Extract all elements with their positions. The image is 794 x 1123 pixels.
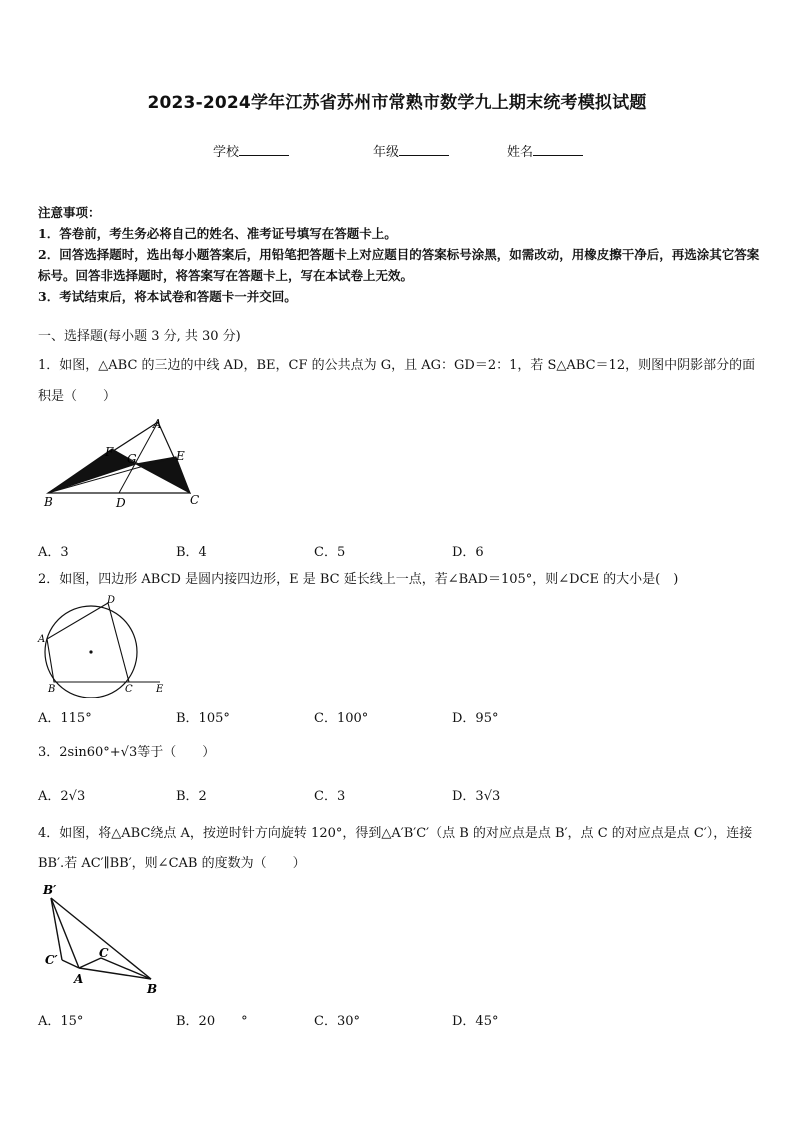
note-item: 3．考试结束后，将本试卷和答题卡一并交回。 — [38, 289, 297, 304]
fig4-label-A: A — [74, 972, 84, 986]
notes-block — [38, 202, 760, 307]
page-title: 2023-2024学年江苏省苏州市常熟市数学九上期末统考模拟试题 — [147, 93, 647, 113]
q2-option-a: A．115° — [38, 711, 92, 726]
question-4-figure — [38, 880, 168, 998]
q1-option-a: A．3 — [38, 545, 69, 560]
grade-blank — [399, 143, 449, 156]
notes-heading: 注意事项： — [38, 205, 101, 220]
q3-option-a: A．2√3 — [38, 789, 86, 804]
fig1-label-B: B — [44, 495, 53, 509]
q3-option-d: D．3√3 — [452, 789, 501, 804]
q4-option-d: D．45° — [452, 1014, 499, 1029]
grade-field — [373, 141, 449, 160]
q2-option-d: D．95° — [452, 711, 499, 726]
q4-option-b: B．20 ° — [176, 1014, 248, 1029]
q4-option-c: C．30° — [314, 1014, 360, 1029]
note-item: 2．回答选择题时，选出每小题答案后，用铅笔把答题卡上对应题目的答案标号涂黑，如需改动，用橡皮擦干净后，再选涂其它答案标号。回答非选择题时，将答案写在答题卡上，写在本试卷上无效。 — [38, 247, 760, 283]
fig4-label-Bprime: B′ — [43, 883, 57, 897]
school-field — [213, 141, 289, 160]
question-3-text: 3．2sin60°+√3等于（ ） — [38, 745, 216, 760]
q1-option-c: C．5 — [314, 545, 346, 560]
school-blank — [239, 143, 289, 156]
q3-option-c: C．3 — [314, 789, 346, 804]
name-field — [507, 141, 583, 160]
q3-option-b: B．2 — [176, 789, 207, 804]
grade-label: 年级 — [373, 145, 400, 160]
fig2-label-D: D — [107, 595, 116, 606]
fig1-label-A: A — [153, 417, 162, 431]
question-2-figure — [34, 594, 174, 698]
q1-option-d: D．6 — [452, 545, 484, 560]
fig4-label-Cprime: C′ — [45, 953, 58, 967]
question-2-text: 2．如图，四边形 ABCD 是圆内接四边形，E 是 BC 延长线上一点，若∠BAD＝105°，则∠DCE 的大小是( ) — [38, 572, 679, 587]
fig1-label-E: E — [176, 449, 185, 463]
q2-option-b: B．105° — [176, 711, 230, 726]
fig2-label-E: E — [156, 684, 164, 695]
fig2-label-A: A — [38, 634, 46, 645]
q1-option-b: B．4 — [176, 545, 207, 560]
fig2-label-B: B — [48, 684, 56, 695]
school-label: 学校 — [213, 145, 240, 160]
fig1-label-D: D — [116, 496, 126, 510]
section-heading: 一、选择题(每小题 3 分, 共 30 分) — [38, 329, 241, 344]
name-label: 姓名 — [507, 145, 534, 160]
note-item: 1．答卷前，考生务必将自己的姓名、准考证号填写在答题卡上。 — [38, 226, 397, 241]
question-1-text: 1．如图，△ABC 的三边的中线 AD，BE，CF 的公共点为 G，且 AG：GD＝2：1，若 S△ABC＝12，则图中阴影部分的面积是（ ） — [38, 358, 756, 404]
q4-option-a: A．15° — [38, 1014, 84, 1029]
question-4-text: 4．如图，将△ABC绕点 A，按逆时针方向旋转 120°，得到△A′B′C′（点 B 的对应点是点 B′，点 C 的对应点是点 C′），连接 BB′.若 AC′∥BB′，则∠CAB 的度数为（ ） — [38, 826, 753, 871]
name-blank — [533, 143, 583, 156]
fig4-label-B: B — [147, 982, 158, 996]
q2-option-c: C．100° — [314, 711, 369, 726]
question-1-figure — [40, 412, 210, 512]
fig4-label-C: C — [99, 946, 109, 960]
fig1-label-F: F — [105, 445, 114, 459]
fig2-label-C: C — [125, 684, 133, 695]
fig1-label-C: C — [190, 493, 200, 507]
fig1-label-G: G — [127, 452, 137, 466]
